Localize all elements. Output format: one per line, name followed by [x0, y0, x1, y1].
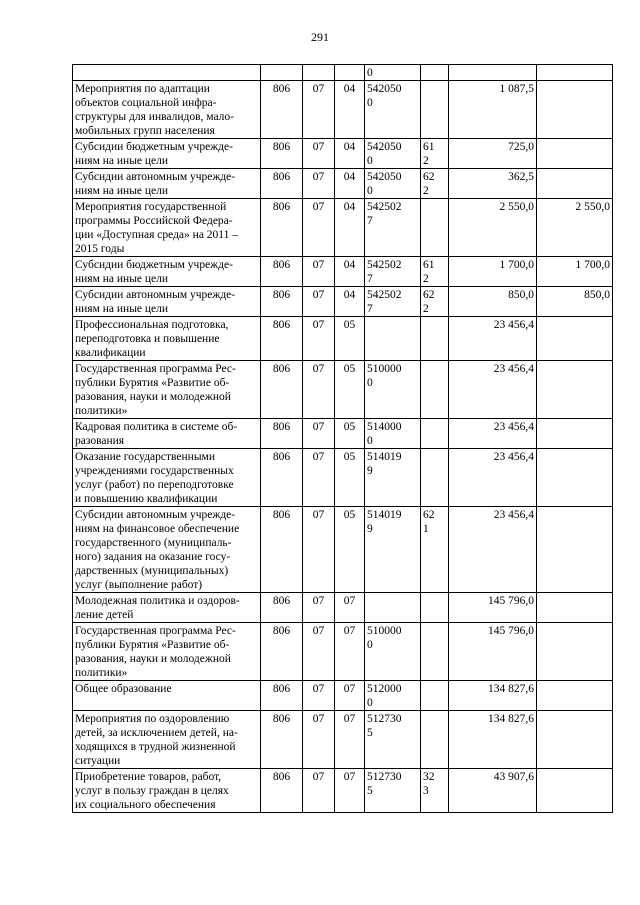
target-article-cell: 514019 9	[365, 507, 421, 593]
target-article-cell: 512730 5	[365, 769, 421, 813]
item-name-line: публики Бурятия «Развитие об-	[75, 639, 230, 651]
table-row	[73, 419, 613, 449]
grbs-cell: 806	[261, 507, 303, 593]
item-name-line: услуг (работ) по переподготовке	[75, 479, 234, 491]
item-name-line: Государственная программа Рес-	[75, 363, 236, 375]
amount-cell: 23 456,4	[449, 419, 537, 449]
grbs-cell: 806	[261, 711, 303, 769]
item-name-line: Мероприятия по оздоровлению	[75, 713, 230, 725]
subsection-cell: 05	[335, 507, 365, 593]
section-cell	[303, 65, 335, 81]
section-cell: 07	[303, 199, 335, 257]
amount-cell: 2 550,0	[449, 199, 537, 257]
section-cell: 07	[303, 449, 335, 507]
subsection-cell: 05	[335, 449, 365, 507]
table-row	[73, 507, 613, 593]
item-name-line: Профессиональная подготовка,	[75, 319, 229, 331]
expense-type-cell: 32 3	[421, 769, 449, 813]
amount-federal-cell	[537, 361, 613, 419]
item-name-line: государственного (муниципаль-	[75, 537, 232, 549]
page-number: 291	[311, 30, 329, 44]
item-name-line: услуг (выполнение работ)	[75, 579, 203, 591]
target-article-cell: 510000 0	[365, 361, 421, 419]
target-article-cell: 542502 7	[365, 257, 421, 287]
subsection-cell: 07	[335, 623, 365, 681]
amount-federal-cell	[537, 769, 613, 813]
section-cell: 07	[303, 623, 335, 681]
table-row	[73, 681, 613, 711]
subsection-cell: 04	[335, 139, 365, 169]
item-name-line: программы Российской Федера-	[75, 215, 233, 227]
table-row	[73, 139, 613, 169]
subsection-cell: 07	[335, 681, 365, 711]
subsection-cell: 04	[335, 169, 365, 199]
section-cell: 07	[303, 81, 335, 139]
amount-federal-cell	[537, 623, 613, 681]
item-name-line: ление детей	[75, 609, 134, 621]
expense-type-cell: 62 1	[421, 507, 449, 593]
amount-federal-cell	[537, 65, 613, 81]
budget-table	[72, 64, 613, 813]
target-article-cell: 514019 9	[365, 449, 421, 507]
section-cell: 07	[303, 287, 335, 317]
table-row	[73, 287, 613, 317]
item-name-line: и повышению квалификации	[75, 493, 218, 505]
expense-type-cell	[421, 593, 449, 623]
grbs-cell: 806	[261, 681, 303, 711]
grbs-cell: 806	[261, 593, 303, 623]
target-article-cell	[365, 317, 421, 361]
grbs-cell: 806	[261, 623, 303, 681]
section-cell: 07	[303, 681, 335, 711]
item-name-line: Государственная программа Рес-	[75, 625, 236, 637]
table-row	[73, 65, 613, 81]
item-name-cell	[73, 769, 261, 813]
amount-federal-cell: 850,0	[537, 287, 613, 317]
item-name-cell	[73, 593, 261, 623]
section-cell: 07	[303, 169, 335, 199]
item-name-cell	[73, 287, 261, 317]
item-name-line	[75, 696, 258, 710]
grbs-cell: 806	[261, 287, 303, 317]
target-article-cell	[365, 593, 421, 623]
target-article-cell: 542050 0	[365, 169, 421, 199]
expense-type-cell: 62 2	[421, 287, 449, 317]
section-cell: 07	[303, 711, 335, 769]
item-name-cell	[73, 681, 261, 711]
amount-cell: 23 456,4	[449, 507, 537, 593]
target-article-cell: 512730 5	[365, 711, 421, 769]
section-cell: 07	[303, 419, 335, 449]
grbs-cell: 806	[261, 361, 303, 419]
amount-federal-cell	[537, 419, 613, 449]
item-name-line: услуг в пользу граждан в целях	[75, 785, 229, 797]
item-name-cell	[73, 257, 261, 287]
table-row	[73, 317, 613, 361]
item-name-line: ниям на иные цели	[75, 155, 169, 167]
grbs-cell: 806	[261, 169, 303, 199]
amount-cell: 23 456,4	[449, 361, 537, 419]
item-name-line: политики»	[75, 405, 128, 417]
subsection-cell: 04	[335, 287, 365, 317]
item-name-cell	[73, 65, 261, 81]
amount-federal-cell	[537, 139, 613, 169]
item-name-cell	[73, 81, 261, 139]
item-name-line: разования, науки и молодежной	[75, 653, 231, 665]
amount-cell: 23 456,4	[449, 317, 537, 361]
table-row	[73, 769, 613, 813]
amount-cell: 145 796,0	[449, 623, 537, 681]
amount-cell: 43 907,6	[449, 769, 537, 813]
subsection-cell: 07	[335, 769, 365, 813]
expense-type-cell	[421, 623, 449, 681]
amount-federal-cell: 2 550,0	[537, 199, 613, 257]
section-cell: 07	[303, 507, 335, 593]
table-row	[73, 199, 613, 257]
item-name-line: переподготовка и повышение	[75, 333, 220, 345]
grbs-cell: 806	[261, 81, 303, 139]
grbs-cell: 806	[261, 317, 303, 361]
expense-type-cell: 61 2	[421, 257, 449, 287]
amount-federal-cell	[537, 681, 613, 711]
item-name-line: ции «Доступная среда» на 2011 –	[75, 229, 238, 241]
section-cell: 07	[303, 257, 335, 287]
item-name-line	[75, 66, 258, 80]
amount-federal-cell	[537, 593, 613, 623]
amount-cell: 850,0	[449, 287, 537, 317]
expense-type-cell	[421, 199, 449, 257]
item-name-cell	[73, 711, 261, 769]
table-body	[73, 65, 613, 813]
item-name-line: ного) задания на оказание госу-	[75, 551, 231, 563]
target-article-cell: 542050 0	[365, 139, 421, 169]
item-name-cell	[73, 507, 261, 593]
item-name-line: Мероприятия государственной	[75, 201, 227, 213]
table-row	[73, 593, 613, 623]
item-name-line: разования	[75, 435, 125, 447]
subsection-cell: 04	[335, 199, 365, 257]
item-name-line: Субсидии автономным учрежде-	[75, 509, 236, 521]
grbs-cell: 806	[261, 257, 303, 287]
subsection-cell: 05	[335, 361, 365, 419]
item-name-cell	[73, 623, 261, 681]
item-name-line: ниям на иные цели	[75, 273, 169, 285]
item-name-line: Субсидии автономным учрежде-	[75, 289, 236, 301]
item-name-line: 2015 годы	[75, 243, 125, 255]
item-name-line: ниям на финансовое обеспечение	[75, 523, 240, 535]
amount-cell: 134 827,6	[449, 681, 537, 711]
item-name-line: Мероприятия по адаптации	[75, 83, 210, 95]
grbs-cell: 806	[261, 199, 303, 257]
item-name-line: политики»	[75, 667, 128, 679]
table-row	[73, 449, 613, 507]
amount-federal-cell	[537, 169, 613, 199]
item-name-line: квалификации	[75, 347, 146, 359]
grbs-cell: 806	[261, 139, 303, 169]
expense-type-cell	[421, 81, 449, 139]
item-name-line: Приобретение товаров, работ,	[75, 771, 222, 783]
target-article-cell: 542502 7	[365, 287, 421, 317]
grbs-cell: 806	[261, 449, 303, 507]
expense-type-cell	[421, 317, 449, 361]
item-name-line: мобильных групп населения	[75, 125, 215, 137]
item-name-line: Оказание государственными	[75, 451, 215, 463]
item-name-line: Субсидии автономным учрежде-	[75, 171, 236, 183]
subsection-cell: 04	[335, 81, 365, 139]
item-name-line: Субсидии бюджетным учрежде-	[75, 141, 233, 153]
item-name-line: ниям на иные цели	[75, 303, 169, 315]
subsection-cell: 05	[335, 419, 365, 449]
amount-cell: 23 456,4	[449, 449, 537, 507]
expense-type-cell: 62 2	[421, 169, 449, 199]
expense-type-cell	[421, 449, 449, 507]
item-name-line: Молодежная политика и оздоров-	[75, 595, 240, 607]
item-name-line: объектов социальной инфра-	[75, 97, 217, 109]
target-article-cell: 510000 0	[365, 623, 421, 681]
expense-type-cell	[421, 361, 449, 419]
item-name-cell	[73, 169, 261, 199]
item-name-line: Общее образование	[75, 683, 172, 695]
item-name-line: ниям на иные цели	[75, 185, 169, 197]
item-name-cell	[73, 317, 261, 361]
section-cell: 07	[303, 361, 335, 419]
item-name-line: Кадровая политика в системе об-	[75, 421, 238, 433]
section-cell: 07	[303, 769, 335, 813]
grbs-cell: 806	[261, 419, 303, 449]
expense-type-cell	[421, 65, 449, 81]
item-name-cell	[73, 449, 261, 507]
subsection-cell	[335, 65, 365, 81]
subsection-cell: 04	[335, 257, 365, 287]
target-article-cell: 512000 0	[365, 681, 421, 711]
amount-cell: 1 087,5	[449, 81, 537, 139]
item-name-line: разования, науки и молодежной	[75, 391, 231, 403]
expense-type-cell	[421, 711, 449, 769]
amount-federal-cell	[537, 317, 613, 361]
amount-federal-cell	[537, 711, 613, 769]
target-article-cell: 542502 7	[365, 199, 421, 257]
amount-federal-cell	[537, 81, 613, 139]
subsection-cell: 07	[335, 711, 365, 769]
amount-cell: 134 827,6	[449, 711, 537, 769]
expense-type-cell	[421, 419, 449, 449]
item-name-line: детей, за исключением детей, на-	[75, 727, 238, 739]
section-cell: 07	[303, 317, 335, 361]
item-name-line: публики Бурятия «Развитие об-	[75, 377, 230, 389]
table-row	[73, 169, 613, 199]
item-name-cell	[73, 139, 261, 169]
item-name-line: ситуации	[75, 755, 121, 767]
item-name-line: структуры для инвалидов, мало-	[75, 111, 234, 123]
grbs-cell: 806	[261, 769, 303, 813]
table-row	[73, 257, 613, 287]
table-row	[73, 81, 613, 139]
item-name-cell	[73, 361, 261, 419]
target-article-cell: 0	[365, 65, 421, 81]
item-name-line: дарственных (муниципальных)	[75, 565, 229, 577]
amount-federal-cell	[537, 449, 613, 507]
amount-federal-cell	[537, 507, 613, 593]
subsection-cell: 07	[335, 593, 365, 623]
target-article-cell: 542050 0	[365, 81, 421, 139]
amount-cell: 725,0	[449, 139, 537, 169]
section-cell: 07	[303, 593, 335, 623]
expense-type-cell: 61 2	[421, 139, 449, 169]
amount-cell: 1 700,0	[449, 257, 537, 287]
table-row	[73, 361, 613, 419]
item-name-cell	[73, 419, 261, 449]
amount-cell	[449, 65, 537, 81]
item-name-line: их социального обеспечения	[75, 799, 216, 811]
amount-federal-cell: 1 700,0	[537, 257, 613, 287]
amount-cell: 145 796,0	[449, 593, 537, 623]
grbs-cell	[261, 65, 303, 81]
amount-cell: 362,5	[449, 169, 537, 199]
target-article-cell: 514000 0	[365, 419, 421, 449]
table-row	[73, 623, 613, 681]
item-name-line: учреждениями государственных	[75, 465, 234, 477]
section-cell: 07	[303, 139, 335, 169]
table-row	[73, 711, 613, 769]
item-name-line: Субсидии бюджетным учрежде-	[75, 259, 233, 271]
subsection-cell: 05	[335, 317, 365, 361]
item-name-cell	[73, 199, 261, 257]
item-name-line: ходящихся в трудной жизненной	[75, 741, 236, 753]
expense-type-cell	[421, 681, 449, 711]
